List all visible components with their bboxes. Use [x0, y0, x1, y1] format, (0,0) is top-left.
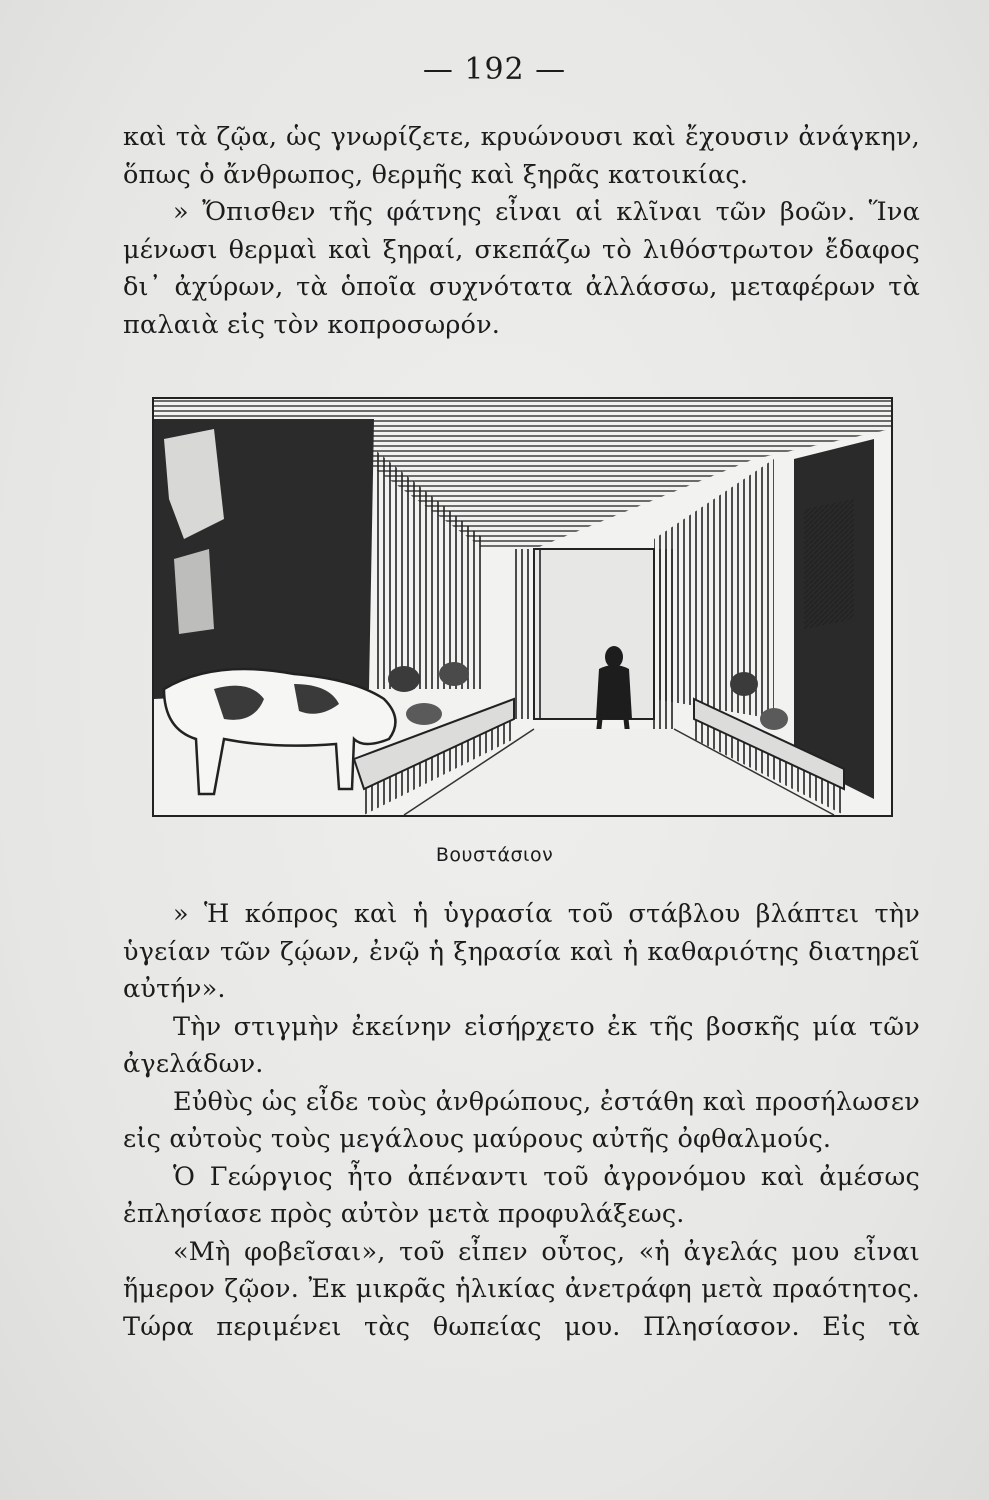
- text-block-top: [123, 119, 920, 344]
- paragraph: «Μὴ φοβεῖσαι», τοῦ εἶπεν οὗτος, «ἡ ἀγελάς μου εἶναι ἥμερον ζῷον. Ἐκ μικρᾶς ἡλικίας ἀνετράφη μετὰ πραότητος. Τώρα περιμένει τὰς θωπείας μου. Πλησίασον. Εἰς τὰ: [123, 1236, 920, 1342]
- stable-engraving-image: [154, 399, 891, 815]
- figure-caption: Βουστάσιον: [435, 844, 554, 866]
- page-number: — 192 —: [422, 52, 567, 87]
- paragraph: » Ὄπισθεν τῆς φάτνης εἶναι αἱ κλῖναι τῶν βοῶν. Ἵνα μένωσι θερμαὶ καὶ ξηραί, σκεπάζω τὸ λιθόστρωτον ἔδαφος δι᾽ ἀχύρων, τὰ ὁποῖα συχνότατα ἀλλάσσω, μεταφέρων τὰ παλαιὰ εἰς τὸν κοπροσωρόν.: [123, 197, 920, 340]
- text-block-bottom: [123, 896, 920, 1346]
- paragraph: Εὐθὺς ὡς εἶδε τοὺς ἀνθρώπους, ἐστάθη καὶ προσήλωσεν εἰς αὐτοὺς τοὺς μεγάλους μαύρους αὐτῆς ὀφθαλμούς.: [123, 1086, 920, 1154]
- paragraph: » Ἡ κόπρος καὶ ἡ ὑγρασία τοῦ στάβλου βλάπτει τὴν ὑγείαν τῶν ζῴων, ἐνῷ ἡ ξηρασία καὶ ἡ καθαριότης διατηρεῖ αὐτήν».: [123, 899, 920, 1004]
- paragraph: καὶ τὰ ζῷα, ὡς γνωρίζετε, κρυώνουσι καὶ ἔχουσιν ἀνάγκην, ὅπως ὁ ἄνθρωπος, θερμῆς καὶ ξηρᾶς κατοικίας.: [123, 122, 920, 190]
- paragraph: Τὴν στιγμὴν ἐκείνην εἰσήρχετο ἐκ τῆς βοσκῆς μία τῶν ἀγελάδων.: [123, 1011, 920, 1079]
- paragraph: Ὁ Γεώργιος ἦτο ἀπέναντι τοῦ ἀγρονόμου καὶ ἀμέσως ἐπλησίασε πρὸς αὐτὸν μετὰ προφυλάξεως.: [123, 1161, 920, 1229]
- stable-illustration: [152, 397, 893, 817]
